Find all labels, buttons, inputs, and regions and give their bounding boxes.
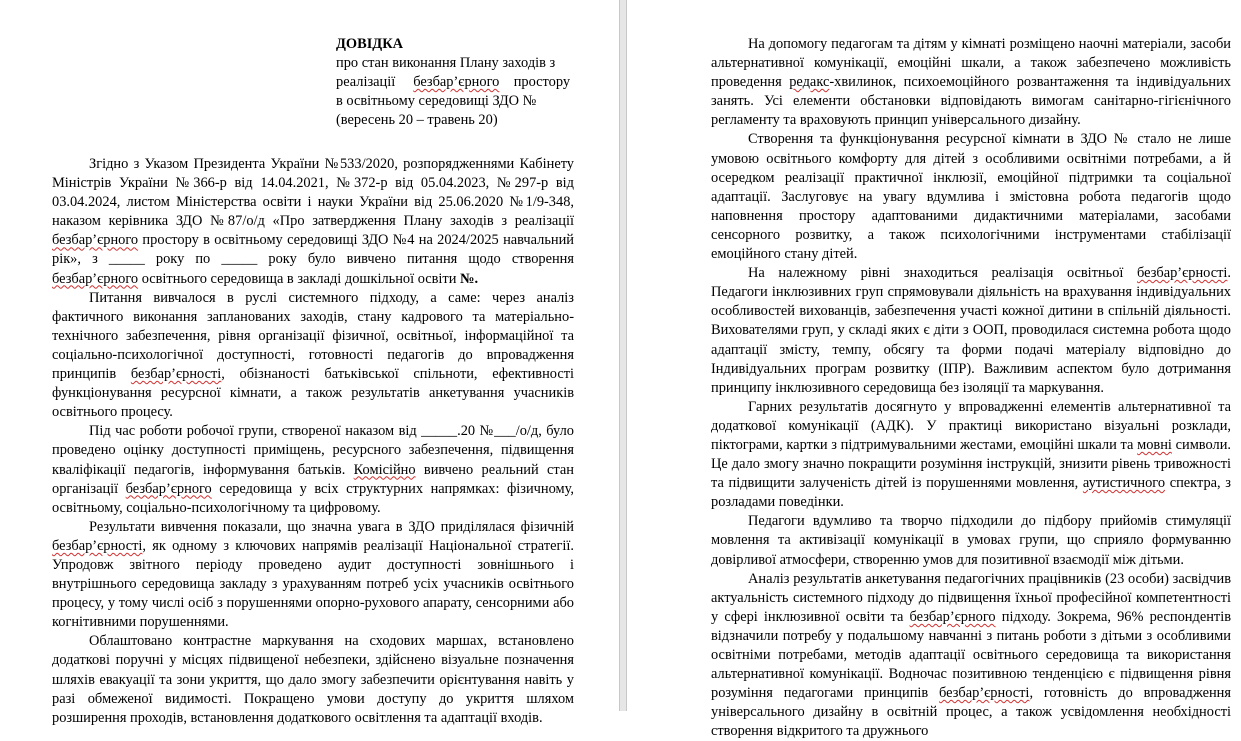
paragraph: Гарних результатів досягнуто у впровадженні елементів альтернативної та додаткової комунікації (АДК). У практиці використано візуальні розклади, піктограми, картки з підтримувальними жестами, емоційні шкали та мовні символи. Це дало змогу значно покращити розуміння інструкцій, знизити рівень тривожності та підвищити залученість дітей із порушеннями мовлення, аутистичного спектра, з розладами поведінки. (711, 398, 1231, 511)
paragraph: Результати вивчення показали, що значна увага в ЗДО приділялася фізичній безбар’єрності, як одному з ключових напрямів реалізації Національної стратегії. Упродовж звітного періоду проведено аудит доступності зовнішнього і внутрішнього середовища закладу з урахуванням потреб усіх учасників освітнього процесу, у тому числі осіб з порушеннями опорно-рухового апарату, сенсорними або когнітивними порушеннями. (52, 518, 574, 631)
document-heading: ДОВІДКА (336, 36, 404, 52)
spell-error-word[interactable]: безбар’єрного (413, 74, 500, 91)
paragraph: Аналіз результатів анкетування педагогічних працівників (23 особи) засвідчив актуальність системного підходу до підвищення їхньої професійної компетентності у сфері інклюзивної освіти та безбар’єрного підходу. Зокрема, 96% респондентів відзначили потребу у подальшому навчанні з питань роботи з дітьми з особливими освітніми потребами, методів адаптації освітнього середовища та використання альтернативної комунікації. Водночас позитивною тенденцією є підвищення рівня розуміння педагогами принципів безбар’єрності, готовність до впровадження універсального дизайну в освітній процес, а також усвідомлення необхідності створення відкритого та дружнього (711, 570, 1231, 740)
paragraph: Згідно з Указом Президента України №533/2020, розпорядженнями Кабінету Міністрів України №366-р від 14.04.2021, №372-р від 05.04.2023, №297-р від 03.04.2024, листом Міністерства освіти і науки України від 25.06.2020 №1/9-348, наказом керівника ЗДО №87/о/д «Про затвердження Плану заходів з реалізації безбар’єрного простору в освітньому середовищі ЗДО №4 на 2024/2025 навчальний рік», з _____ року по _____ року було вивчено питання щодо створення безбар’єрного освітнього середовища в закладі дошкільної освіти №. (52, 156, 574, 287)
spell-error-word[interactable]: Комісійно (353, 461, 416, 478)
paragraph: Під час роботи робочої групи, створеної наказом від _____.20 №___/о/д, було проведено оцінку доступності приміщень, ресурсного забезпечення, підвищення кваліфікації педагогів, інформування батьків. Комісійно вивчено реальний стан організації безбар’єрного середовища у всіх структурних напрямках: фізичному, освітньому, соціально-психологічному та цифровому. (52, 423, 574, 516)
left-page-body (52, 155, 574, 728)
paragraph: На належному рівні знаходиться реалізація освітньої безбар’єрності. Педагоги інклюзивних груп спрямовували діяльність на врахування індивідуальних особливостей вихованців, забезпечення участі кожної дитини в спільній діяльності. Вихователями груп, у складі яких є діти з ООП, проводилася системна робота щодо адаптації змісту, темпу, обсягу та форми подачі матеріалу відповідно до Індивідуальних програм розвитку (ІПР). Важливим аспектом було дотримання принципу інклюзивного середовища без ізоляції та маркування. (711, 265, 1231, 396)
page-separator (619, 0, 627, 711)
document-page-right (627, 0, 1241, 740)
spell-error-word[interactable]: редакс (789, 74, 830, 91)
paragraph: Педагоги вдумливо та творчо підходили до підбору прийомів стимуляції мовлення та активізації комунікації в умовах групи, що сприяло формуванню довірливої атмосфери, створенню умов для позитивної взаємодії між дітьми. (711, 513, 1231, 568)
right-page-body (711, 35, 1231, 741)
spell-error-word[interactable]: безбар’єрного (909, 608, 996, 625)
paragraph: На допомогу педагогам та дітям у кімнаті розміщено наочні матеріали, засоби альтернативної комунікації, емоційні шкали, а також забезпечено можливість проведення редакс-хвилинок, психоемоційного розвантаження та індивідуальних занять. Усі елементи обстановки відповідають вимогам санітарно-гігієнічного регламенту та враховують принцип універсального дизайну. (711, 36, 1232, 129)
title-block (336, 35, 574, 130)
spell-error-word[interactable]: безбар’єрності (130, 366, 222, 383)
spell-error-word[interactable]: безбар’єрності (52, 537, 143, 554)
title-line-2: реалізації безбар’єрного простору (336, 74, 571, 91)
spell-error-word[interactable]: мовні (1137, 436, 1172, 453)
title-line-3: в освітньому середовищі ЗДО № (336, 93, 537, 110)
title-line-1: про стан виконання Плану заходів з (336, 55, 556, 72)
spell-error-word[interactable]: безбар’єрного (125, 480, 212, 497)
spell-error-word[interactable]: безбар’єрного (52, 232, 139, 249)
spell-error-word[interactable]: безбар’єрності (939, 685, 1030, 702)
spell-error-word[interactable]: безбар’єрного (52, 270, 139, 287)
document-page-left (0, 0, 619, 726)
paragraph: Створення та функціонування ресурсної кімнати в ЗДО № стало не лише умовою освітнього комфорту для дітей з особливими освітніми потребами, а й осередком реалізації практичної інклюзії, емоційної підтримки та соціальної адаптації. Заслуговує на увагу вдумлива і змістовна робота педагогів щодо наповнення простору адаптованими дидактичними матеріалами, засобами сенсорного розвитку, а також психологічними інструментами стабілізації емоційного стану дітей. (711, 131, 1231, 263)
spell-error-word[interactable]: безбар’єрності (1137, 265, 1228, 282)
paragraph: Облаштовано контрастне маркування на сходових маршах, встановлено додаткові поручні у місцях підвищеної небезпеки, здійснено візуальне позначення шляхів евакуації та зони укриття, що дало змогу забезпечити орієнтування навіть у разі обмеженої видимості. Покращено умови доступу до укриття шляхом розширення проходів, встановлення додаткового освітлення та адаптації входів. (52, 633, 574, 726)
title-line-4: (вересень 20 – травень 20) (336, 112, 498, 129)
spell-error-word[interactable]: аутистичного (1082, 475, 1166, 492)
paragraph: Питання вивчалося в руслі системного підходу, а саме: через аналіз фактичного виконання запланованих заходів, стану кадрового та матеріально-технічного забезпечення, рівня організації фізичної, освітньої, інформаційної та соціально-психологічної доступності, готовності педагогів до впровадження принципів безбар’єрності, обізнаності батьківської спільноти, ефективності функціонування ресурсної кімнати, а також результатів анкетування учасників освітнього процесу. (52, 289, 574, 421)
